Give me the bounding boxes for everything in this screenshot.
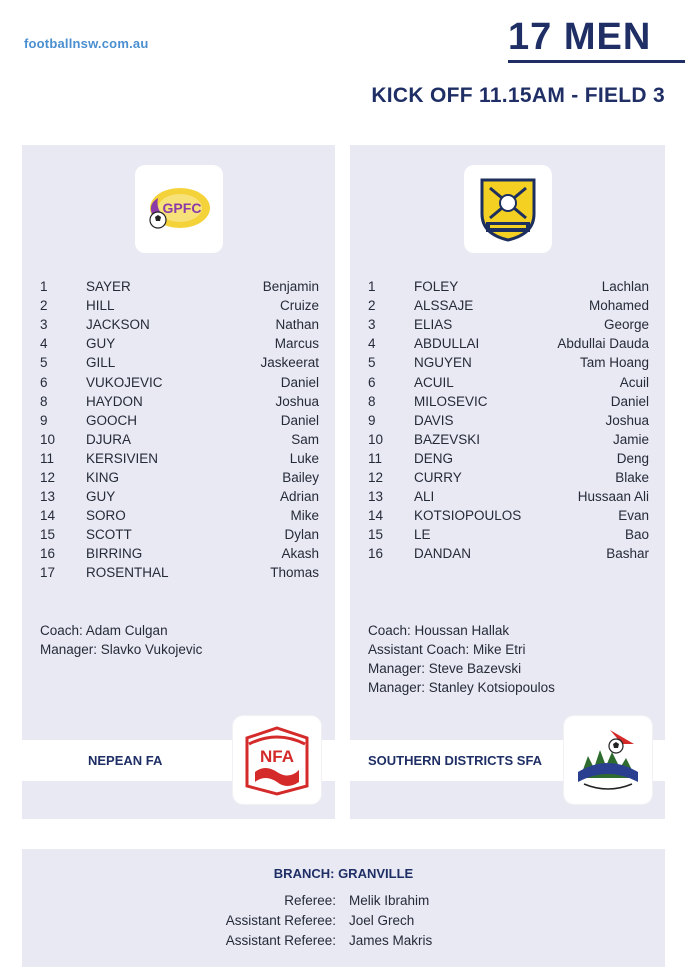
player-surname: ROSENTHAL: [86, 565, 169, 581]
lakemba-crest-icon: [476, 174, 540, 244]
player-row: [40, 544, 319, 563]
player-surname: BIRRING: [86, 546, 143, 562]
player-row: [368, 430, 649, 449]
player-row: [40, 411, 319, 430]
player-first-name: Marcus: [274, 336, 319, 352]
player-row: [368, 392, 649, 411]
player-row: [368, 315, 649, 334]
official-row: [22, 933, 665, 952]
player-row: [40, 392, 319, 411]
player-surname: DENG: [414, 450, 454, 466]
player-surname: VUKOJEVIC: [86, 374, 163, 390]
home-staff: [40, 621, 202, 659]
player-row: [40, 563, 319, 582]
player-first-name: Bailey: [282, 469, 319, 485]
player-surname: GUY: [86, 336, 116, 352]
official-role: Assistant Referee:: [225, 913, 336, 928]
player-number: 11: [368, 450, 383, 466]
home-roster: [40, 277, 319, 583]
player-row: [40, 334, 319, 353]
home-association-name: NEPEAN FA: [88, 753, 163, 768]
player-number: 14: [368, 508, 384, 524]
official-row: [22, 913, 665, 932]
player-number: 12: [368, 469, 384, 485]
player-surname: MILOSEVIC: [414, 393, 488, 409]
player-first-name: Thomas: [270, 565, 319, 581]
player-number: 14: [40, 508, 56, 524]
svg-text:NFA: NFA: [260, 747, 294, 766]
site-url[interactable]: footballnsw.com.au: [24, 36, 149, 51]
player-first-name: Evan: [618, 508, 649, 524]
official-role: Assistant Referee:: [225, 933, 336, 948]
home-association-logo: [233, 716, 321, 804]
home-club-logo: [135, 165, 223, 253]
away-association-logo: [564, 716, 652, 804]
player-number: 9: [368, 412, 376, 428]
official-row: [22, 893, 665, 912]
player-first-name: Luke: [289, 450, 319, 466]
player-row: [40, 468, 319, 487]
player-first-name: Daniel: [280, 374, 319, 390]
player-first-name: Daniel: [280, 412, 319, 428]
player-first-name: Abdullai Dauda: [557, 336, 649, 352]
player-surname: ACUIL: [414, 374, 454, 390]
staff-line: Manager: Slavko Vukojevic: [40, 642, 203, 657]
player-number: 13: [368, 489, 384, 505]
player-row: [368, 411, 649, 430]
player-first-name: Joshua: [275, 393, 319, 409]
player-number: 6: [368, 374, 376, 390]
player-row: [40, 315, 319, 334]
player-row: [368, 353, 649, 372]
player-number: 12: [40, 469, 56, 485]
player-row: [40, 353, 319, 372]
player-surname: KOTSIOPOULOS: [414, 508, 522, 524]
player-surname: BAZEVSKI: [414, 431, 481, 447]
player-first-name: Deng: [616, 450, 649, 466]
staff-line: Manager: Stanley Kotsiopoulos: [368, 680, 555, 695]
player-number: 11: [40, 450, 55, 466]
player-row: [368, 277, 649, 296]
player-first-name: Sam: [291, 431, 319, 447]
player-row: [40, 296, 319, 315]
player-first-name: Joshua: [605, 412, 649, 428]
player-number: 1: [40, 279, 48, 295]
player-number: 15: [368, 527, 384, 543]
player-surname: CURRY: [414, 469, 462, 485]
player-number: 4: [368, 336, 376, 352]
southern-districts-logo-icon: [570, 722, 646, 798]
staff-line: Assistant Coach: Mike Etri: [368, 642, 526, 657]
age-group-title: 17 MEN: [508, 16, 652, 58]
player-number: 4: [40, 336, 48, 352]
player-first-name: Mike: [290, 508, 319, 524]
player-first-name: Lachlan: [601, 279, 649, 295]
player-surname: SORO: [86, 508, 126, 524]
player-row: [40, 430, 319, 449]
player-row: [368, 372, 649, 391]
player-row: [368, 525, 649, 544]
player-first-name: Benjamin: [262, 279, 319, 295]
player-number: 15: [40, 527, 56, 543]
player-number: 2: [40, 298, 48, 314]
player-number: 17: [40, 565, 56, 581]
player-number: 8: [40, 393, 48, 409]
player-number: 3: [368, 317, 376, 333]
player-first-name: Dylan: [284, 527, 319, 543]
player-first-name: Bao: [624, 527, 649, 543]
staff-line: Coach: Adam Culgan: [40, 623, 168, 638]
branch-title: BRANCH: GRANVILLE: [273, 866, 414, 881]
player-number: 10: [368, 431, 384, 447]
player-surname: KERSIVIEN: [86, 450, 159, 466]
svg-text:GPFC: GPFC: [162, 200, 202, 216]
away-roster: [368, 277, 649, 563]
player-surname: ELIAS: [414, 317, 453, 333]
player-surname: DANDAN: [414, 546, 472, 562]
official-role: Referee:: [284, 893, 336, 908]
player-row: [368, 487, 649, 506]
player-row: [368, 449, 649, 468]
player-surname: GUY: [86, 489, 116, 505]
home-team-panel: [22, 145, 335, 819]
player-number: 5: [368, 355, 376, 371]
player-row: [40, 277, 319, 296]
staff-line: Coach: Houssan Hallak: [368, 623, 510, 638]
player-surname: HAYDON: [86, 393, 143, 409]
away-team-panel: [350, 145, 665, 819]
player-row: [368, 506, 649, 525]
player-first-name: Blake: [615, 469, 649, 485]
nfa-logo-icon: [241, 724, 313, 796]
away-staff: [368, 621, 555, 697]
player-row: [40, 487, 319, 506]
player-surname: FOLEY: [414, 279, 459, 295]
player-first-name: Akash: [281, 546, 319, 562]
player-row: [40, 449, 319, 468]
player-number: 6: [40, 374, 48, 390]
player-first-name: Mohamed: [588, 298, 649, 314]
player-surname: GILL: [86, 355, 116, 371]
player-number: 10: [40, 431, 56, 447]
player-row: [40, 372, 319, 391]
player-row: [368, 296, 649, 315]
player-row: [368, 544, 649, 563]
player-first-name: Daniel: [610, 393, 649, 409]
player-row: [40, 525, 319, 544]
player-number: 8: [368, 393, 376, 409]
player-surname: ALI: [414, 489, 435, 505]
title-underline: [508, 60, 685, 63]
player-number: 13: [40, 489, 56, 505]
official-name: Melik Ibrahim: [349, 893, 430, 908]
player-first-name: Jamie: [612, 431, 649, 447]
player-surname: GOOCH: [86, 412, 138, 428]
player-row: [368, 468, 649, 487]
player-number: 9: [40, 412, 48, 428]
player-first-name: Adrian: [279, 489, 319, 505]
gpfc-crest-icon: [146, 184, 212, 234]
player-first-name: Acuil: [619, 374, 649, 390]
player-number: 1: [368, 279, 376, 295]
player-surname: DAVIS: [414, 412, 454, 428]
player-number: 16: [40, 546, 56, 562]
player-surname: JACKSON: [86, 317, 150, 333]
player-first-name: Bashar: [606, 546, 649, 562]
player-first-name: Nathan: [275, 317, 319, 333]
player-number: 16: [368, 546, 384, 562]
player-surname: SCOTT: [86, 527, 132, 543]
player-first-name: Tam Hoang: [579, 355, 649, 371]
player-number: 2: [368, 298, 376, 314]
player-number: 5: [40, 355, 48, 371]
player-surname: KING: [86, 469, 120, 485]
player-first-name: Jaskeerat: [260, 355, 319, 371]
player-number: 3: [40, 317, 48, 333]
player-row: [40, 506, 319, 525]
player-row: [368, 334, 649, 353]
player-first-name: George: [603, 317, 649, 333]
branch-officials-panel: [22, 849, 665, 967]
away-association-name: SOUTHERN DISTRICTS SFA: [368, 753, 543, 768]
player-surname: DJURA: [86, 431, 132, 447]
player-surname: NGUYEN: [414, 355, 472, 371]
player-first-name: Hussaan Ali: [577, 489, 649, 505]
player-surname: ABDULLAI: [414, 336, 480, 352]
official-name: James Makris: [349, 933, 433, 948]
player-surname: HILL: [86, 298, 115, 314]
staff-line: Manager: Steve Bazevski: [368, 661, 522, 676]
official-name: Joel Grech: [349, 913, 415, 928]
player-surname: ALSSAJE: [414, 298, 474, 314]
kickoff-info: KICK OFF 11.15AM - FIELD 3: [371, 84, 665, 107]
player-surname: LE: [414, 527, 431, 543]
player-first-name: Cruize: [279, 298, 319, 314]
player-surname: SAYER: [86, 279, 131, 295]
away-club-logo: [464, 165, 552, 253]
